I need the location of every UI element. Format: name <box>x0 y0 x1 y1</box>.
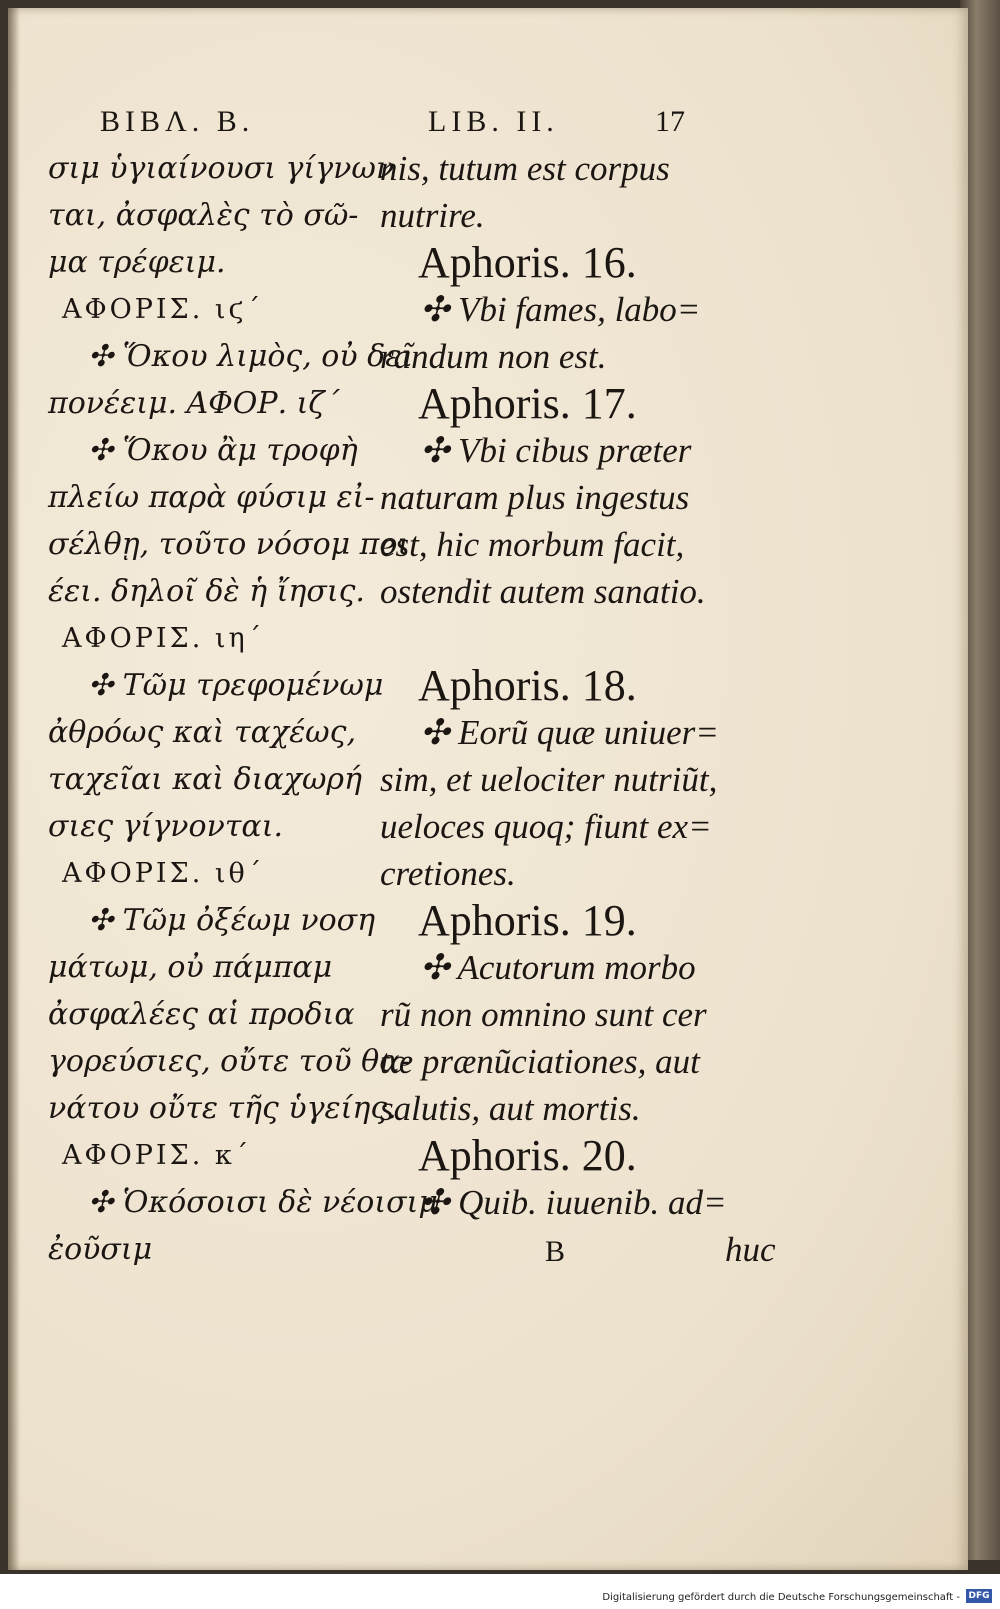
catchword: huc <box>725 1230 776 1269</box>
latin-text-line: ✣ Quib. iuuenib. ad= <box>420 1183 727 1222</box>
greek-text-line: σιες γίγνονται. <box>48 809 283 844</box>
latin-aphorism-heading: Aphoris. 20. <box>418 1131 637 1180</box>
greek-aphorism-heading: ΑΦΟΡΙΣ. ιϛ´ <box>62 294 264 325</box>
greek-text-line: γορεύσιες, οὔτε τοῦ θα- <box>48 1044 410 1079</box>
latin-text-line: nis, tutum est corpus <box>380 149 670 188</box>
latin-text-line: ✣ Eorũ quæ uniuer= <box>420 713 719 752</box>
greek-aphorism-heading: ΑΦΟΡΙΣ. ιθ´ <box>62 858 265 889</box>
greek-text-line: ταχεῖαι καὶ διαχωρή <box>48 762 363 797</box>
greek-text-line: σέλθῃ, τοῦτο νόσομ ποι <box>48 527 410 562</box>
greek-text-line: ται, ἀσφαλὲς τὸ σῶ- <box>48 198 359 233</box>
greek-text-line: ἀσφαλέες αἱ προδια <box>48 997 355 1032</box>
latin-aphorism-heading: Aphoris. 19. <box>418 896 637 945</box>
latin-text-line: ✣ Vbi cibus præter <box>420 431 692 470</box>
greek-text-line: ἐοῦσιμ <box>48 1232 153 1267</box>
greek-text-line: ✣ Ὅκου λιμὸς, οὐ δεῖ <box>88 339 414 374</box>
greek-aphorism-heading: ΑΦΟΡΙΣ. κ´ <box>62 1140 252 1171</box>
greek-text-line: μάτωμ, οὐ πάμπαμ <box>48 950 333 985</box>
greek-aphorism-heading: ΑΦΟΡΙΣ. ιη´ <box>62 623 265 654</box>
latin-aphorism-heading: Aphoris. 17. <box>418 379 637 428</box>
greek-text-line: πλείω παρὰ φύσιμ εἰ- <box>48 480 375 515</box>
latin-aphorism-heading: Aphoris. 16. <box>418 238 637 287</box>
greek-text-line: ✣ Ὅκου ἂμ τροφὴ <box>88 433 358 468</box>
greek-text-line: ✣ Τῶμ ὀξέωμ νοση <box>88 903 376 938</box>
latin-text-line: ueloces quoq; fiunt ex= <box>380 807 712 846</box>
running-head-latin: LIB. II. <box>428 105 559 138</box>
latin-column <box>380 145 776 1273</box>
running-head-greek: BIBΛ. B. <box>100 105 255 138</box>
latin-text-line: sim, et uelociter nutriũt, <box>380 760 718 799</box>
greek-text-line: ✣ Ὁκόσοισι δὲ νέοισιμ <box>88 1185 438 1220</box>
latin-text-line: ostendit autem sanatio. <box>380 572 706 611</box>
greek-text-line: ἀθρόως καὶ ταχέως, <box>48 715 356 750</box>
greek-text-line: μα τρέφειμ. <box>48 245 226 280</box>
latin-blank-line <box>380 615 730 662</box>
greek-text-line: νάτου οὔτε τῆς ὑγείης. <box>48 1091 397 1126</box>
latin-text-line: tæ prænũciationes, aut <box>380 1042 700 1081</box>
greek-text-line: σιμ ὑγιαίνουσι γίγνων <box>48 151 395 186</box>
dfg-logo: DFG <box>966 1589 992 1603</box>
latin-text-line: naturam plus ingestus <box>380 478 690 517</box>
latin-aphorism-heading: Aphoris. 18. <box>418 661 637 710</box>
gutter-shadow <box>8 8 20 1570</box>
greek-text-line: ✣ Τῶμ τρεφομένωμ <box>88 668 384 703</box>
latin-text-line: rũ non omnino sunt cer <box>380 995 707 1034</box>
greek-text-line: έει. δηλοῖ δὲ ἡ ἴησις. <box>48 574 365 609</box>
latin-text-line: ✣ Vbi fames, labo= <box>420 290 701 329</box>
latin-text-line: randum non est. <box>380 337 607 376</box>
latin-text-line: salutis, aut mortis. <box>380 1089 641 1128</box>
page-number: 17 <box>655 105 685 138</box>
signature-line <box>380 1226 776 1273</box>
footer-credit: Digitalisierung gefördert durch die Deutsche Forschungsgemeinschaft - <box>602 1592 960 1603</box>
greek-text-line: πονέειμ. ΑΦΟΡ. ιζ´ <box>48 386 340 421</box>
latin-text-line: ✣ Acutorum morbo <box>420 948 696 987</box>
latin-text-line: cretiones. <box>380 854 516 893</box>
latin-text-line: nutrire. <box>380 196 485 235</box>
latin-text-line: est, hic morbum facit, <box>380 525 685 564</box>
signature-mark: B <box>545 1235 566 1268</box>
